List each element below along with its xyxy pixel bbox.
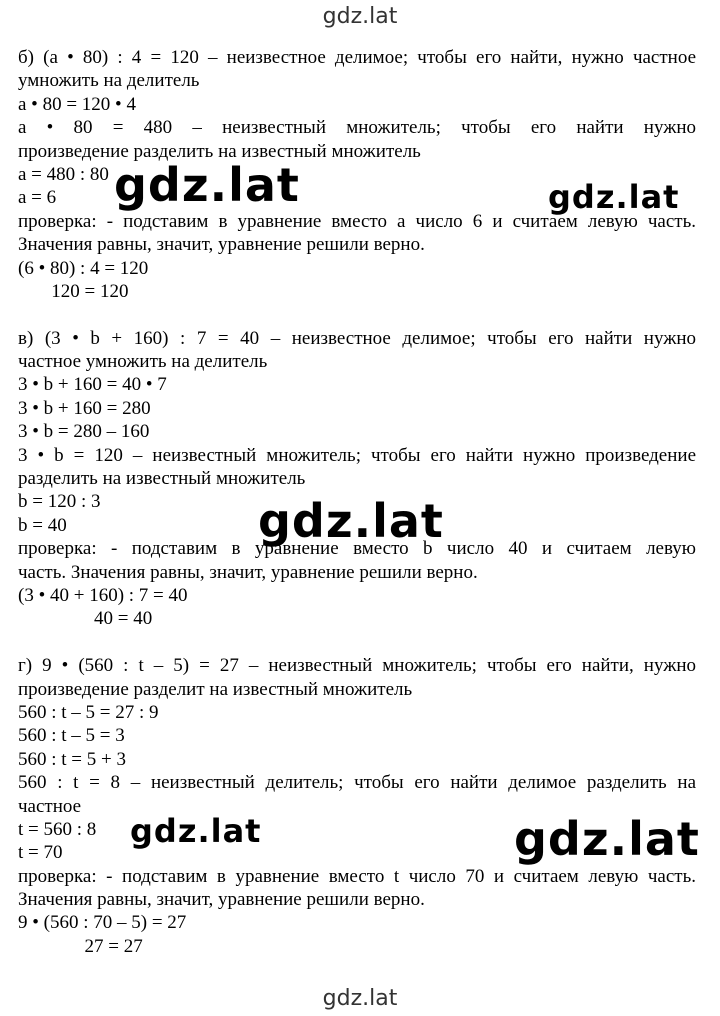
text-line: t = 70 bbox=[18, 842, 63, 864]
text-line: 3 • b + 160 = 40 • 7 bbox=[18, 374, 167, 396]
text-line: Значения равны, значит, уравнение решили верно. bbox=[18, 234, 425, 256]
text-line: b = 120 : 3 bbox=[18, 491, 101, 513]
text-line: в) (3 • b + 160) : 7 = 40 – неизвестное делимое; чтобы его найти нужно bbox=[18, 327, 696, 349]
watermark: gdz.lat bbox=[514, 812, 700, 866]
text-line: 560 : t = 8 – неизвестный делитель; чтобы его найти делимое разделить на bbox=[18, 772, 696, 794]
text-line: 27 = 27 bbox=[18, 935, 143, 957]
text-line: часть. Значения равны, значит, уравнение решили верно. bbox=[18, 561, 478, 583]
text-line: частное bbox=[18, 795, 82, 817]
text-line: a = 480 : 80 bbox=[18, 163, 109, 185]
text-line: проверка: - подставим в уравнение вместо a число 6 и считаем левую часть. bbox=[18, 210, 696, 232]
text-line: 3 • b = 120 – неизвестный множитель; чтобы его найти нужно произведение bbox=[18, 444, 696, 466]
text-line: (3 • 40 + 160) : 7 = 40 bbox=[18, 584, 188, 606]
text-line: 560 : t = 5 + 3 bbox=[18, 748, 126, 770]
text-line: a • 80 = 120 • 4 bbox=[18, 93, 136, 115]
text-line: 3 • b + 160 = 280 bbox=[18, 397, 151, 419]
watermark: gdz.lat bbox=[258, 494, 444, 548]
page-header: gdz.lat bbox=[322, 4, 398, 29]
text-line: 560 : t – 5 = 3 bbox=[18, 725, 125, 747]
text-line: a • 80 = 480 – неизвестный множитель; чтобы его найти нужно bbox=[18, 117, 696, 139]
text-line: b = 40 bbox=[18, 514, 67, 536]
watermark: gdz.lat bbox=[548, 178, 680, 216]
text-line: Значения равны, значит, уравнение решили верно. bbox=[18, 889, 425, 911]
text-line: 3 • b = 280 – 160 bbox=[18, 421, 150, 443]
text-line: проверка: - подставим в уравнение вместо t число 70 и считаем левую часть. bbox=[18, 865, 696, 887]
text-line: (6 • 80) : 4 = 120 bbox=[18, 257, 149, 279]
spacer bbox=[18, 631, 696, 654]
text-line: произведение разделит на известный множитель bbox=[18, 678, 413, 700]
text-line: частное умножить на делитель bbox=[18, 351, 268, 373]
text-line: разделить на известный множитель bbox=[18, 468, 306, 490]
text-line: произведение разделить на известный множитель bbox=[18, 140, 421, 162]
text-line: проверка: - подставим в уравнение вместо b число 40 и считаем левую bbox=[18, 538, 696, 560]
text-line: г) 9 • (560 : t – 5) = 27 – неизвестный множитель; чтобы его найти, нужно bbox=[18, 655, 696, 677]
text-line: б) (a • 80) : 4 = 120 – неизвестное делимое; чтобы его найти, нужно частное bbox=[18, 47, 696, 68]
page-footer: gdz.lat bbox=[322, 986, 398, 1011]
text-line: a = 6 bbox=[18, 187, 57, 209]
text-line: умножить на делитель bbox=[18, 70, 200, 92]
text-line: 40 = 40 bbox=[18, 608, 153, 630]
text-line: 9 • (560 : 70 – 5) = 27 bbox=[18, 912, 187, 934]
text-line: t = 560 : 8 bbox=[18, 818, 97, 840]
watermark: gdz.lat bbox=[130, 812, 262, 850]
spacer bbox=[18, 303, 696, 326]
text-line: 560 : t – 5 = 27 : 9 bbox=[18, 701, 159, 723]
text-line: 120 = 120 bbox=[18, 280, 129, 302]
watermark: gdz.lat bbox=[114, 158, 300, 212]
